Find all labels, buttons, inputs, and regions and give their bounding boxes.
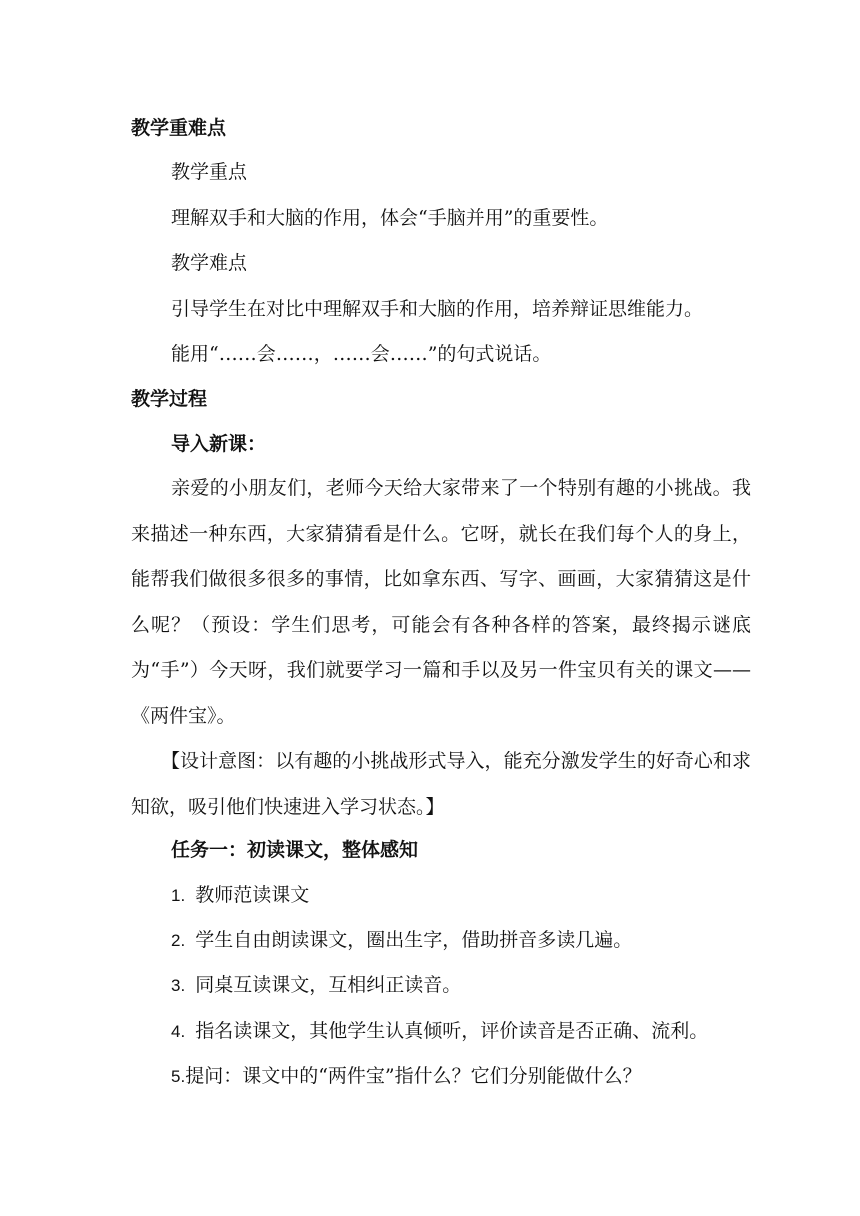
list-item: [171, 971, 461, 1000]
task1-title: 任务一：初读课文，整体感知: [171, 839, 419, 861]
list-number: 5.: [171, 1067, 186, 1086]
list-item: [171, 1062, 642, 1091]
design-intent: 【设计意图：以有趣的小挑战形式导入，能充分激发学生的好奇心和求知欲，吸引他们快速进入学习状态。】: [131, 750, 751, 818]
list-number: 1.: [171, 886, 186, 905]
section-title-key-points: 教学重难点: [131, 117, 227, 139]
section-title-process: 教学过程: [131, 388, 208, 410]
list-item: [171, 1017, 708, 1046]
list-item-text: 同桌互读课文，互相纠正读音。: [195, 974, 462, 996]
intro-title: 导入新课：: [171, 433, 267, 455]
list-number: 4.: [171, 1022, 186, 1041]
list-item-text: 提问：课文中的“两件宝”指什么？它们分别能做什么？: [185, 1065, 642, 1087]
list-item-text: 学生自由朗读课文，圈出生字，借助拼音多读几遍。: [195, 929, 633, 951]
list-number: 2.: [171, 931, 186, 950]
intro-paragraph: 亲爱的小朋友们，老师今天给大家带来了一个特别有趣的小挑战。我来描述一种东西，大家猜猜看是什么。它呀，就长在我们每个人的身上，能帮我们做很多很多的事情，比如拿东西、写字、画画，大家猜猜这是什么呢？（预设：学生们思考，可能会有各种各样的答案，最终揭示谜底为“手”）今天呀，我们就要学习一篇和手以及另一件宝贝有关的课文——《两件宝》。: [131, 477, 751, 727]
difficult-point-text-2: 能用“……会……，……会……”的句式说话。: [171, 343, 552, 365]
subheading-difficult-point: 教学难点: [171, 252, 248, 274]
key-point-text: 理解双手和大脑的作用，体会“手脑并用”的重要性。: [171, 207, 609, 229]
list-item-text: 教师范读课文: [195, 884, 310, 906]
subheading-key-point: 教学重点: [171, 161, 248, 183]
difficult-point-text-1: 引导学生在对比中理解双手和大脑的作用，培养辩证思维能力。: [171, 298, 704, 320]
list-number: 3.: [171, 976, 186, 995]
list-item-text: 指名读课文，其他学生认真倾听，评价读音是否正确、流利。: [195, 1020, 709, 1042]
list-item: [171, 881, 309, 910]
list-item: [171, 926, 632, 955]
